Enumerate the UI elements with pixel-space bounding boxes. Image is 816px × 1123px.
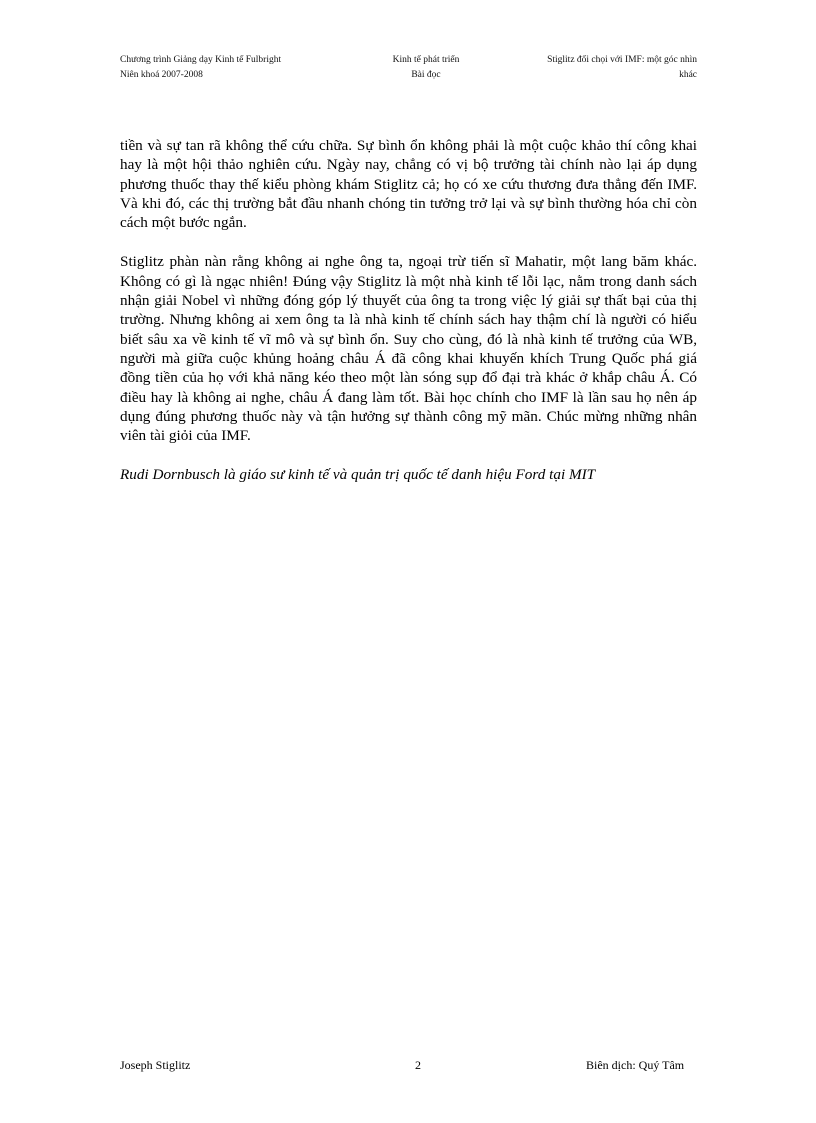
header-academic-year: Niên khoá 2007-2008 xyxy=(120,70,203,80)
header-program-name: Chương trình Giảng dạy Kinh tế Fulbright xyxy=(120,55,282,65)
header-course-info xyxy=(384,53,468,83)
header-course-name: Kinh tế phát triển xyxy=(392,55,460,65)
header-doc-type: Bài đọc xyxy=(411,70,441,80)
footer-page-number: 2 xyxy=(415,1058,421,1072)
author-note: Rudi Dornbusch là giáo sư kinh tế và quản trị quốc tế danh hiệu Ford tại MIT xyxy=(120,466,596,484)
header-program-info xyxy=(120,53,281,83)
article-body xyxy=(120,136,697,505)
header-article-title xyxy=(520,53,697,83)
footer-translator: Biên dịch: Quý Tâm xyxy=(586,1058,685,1072)
header-title-line-2: khác xyxy=(679,70,697,80)
header-title-line-1: Stiglitz đối chọi với IMF: một góc nhìn xyxy=(547,55,697,65)
footer-author: Joseph Stiglitz xyxy=(120,1058,191,1072)
paragraph-2: Stiglitz phàn nàn rằng không ai nghe ông ta, ngoại trừ tiến sĩ Mahatir, một lang băm khác. Không có gì là ngạc nhiên! Đúng vậy Stiglitz là một nhà kinh tế lỗi lạc, nằm trong danh sách nhận giải Nobel vì những đóng góp lý thuyết của ông ta trong việc lý giải sự thất bại của thị trường. Nhưng không ai xem ông ta là nhà kinh tế chính sách hay thậm chí là người có hiểu biết sâu xa về kinh tế vĩ mô và sự bình ổn. Suy cho cùng, đó là nhà kinh tế trưởng của WB, người mà giữa cuộc khủng hoảng châu Á đã công khai khuyến khích Trung Quốc phá giá đồng tiền của họ với khả năng kéo theo một làn sóng sụp đổ đại trà khác ở khắp châu Á. Có điều hay là không ai nghe, châu Á đang làm tốt. Bài học chính cho IMF là lần sau họ nên áp dụng đúng phương thuốc này và tận hưởng sự thành công mỹ mãn. Chúc mừng những nhân viên tài giỏi của IMF. xyxy=(120,253,697,445)
paragraph-1: tiền và sự tan rã không thể cứu chữa. Sự bình ổn không phải là một cuộc khảo thí công khai hay là một hội thảo nghiên cứu. Ngày nay, chẳng có vị bộ trưởng tài chính nào lại áp dụng phương thuốc thay thế kiểu phòng khám Stiglitz cả; họ có xe cứu thương đưa thẳng đến IMF. Và khi đó, các thị trường bắt đầu nhanh chóng tin tưởng trở lại và sự bình thường hóa chỉ còn cách một bước ngắn. xyxy=(120,137,697,232)
